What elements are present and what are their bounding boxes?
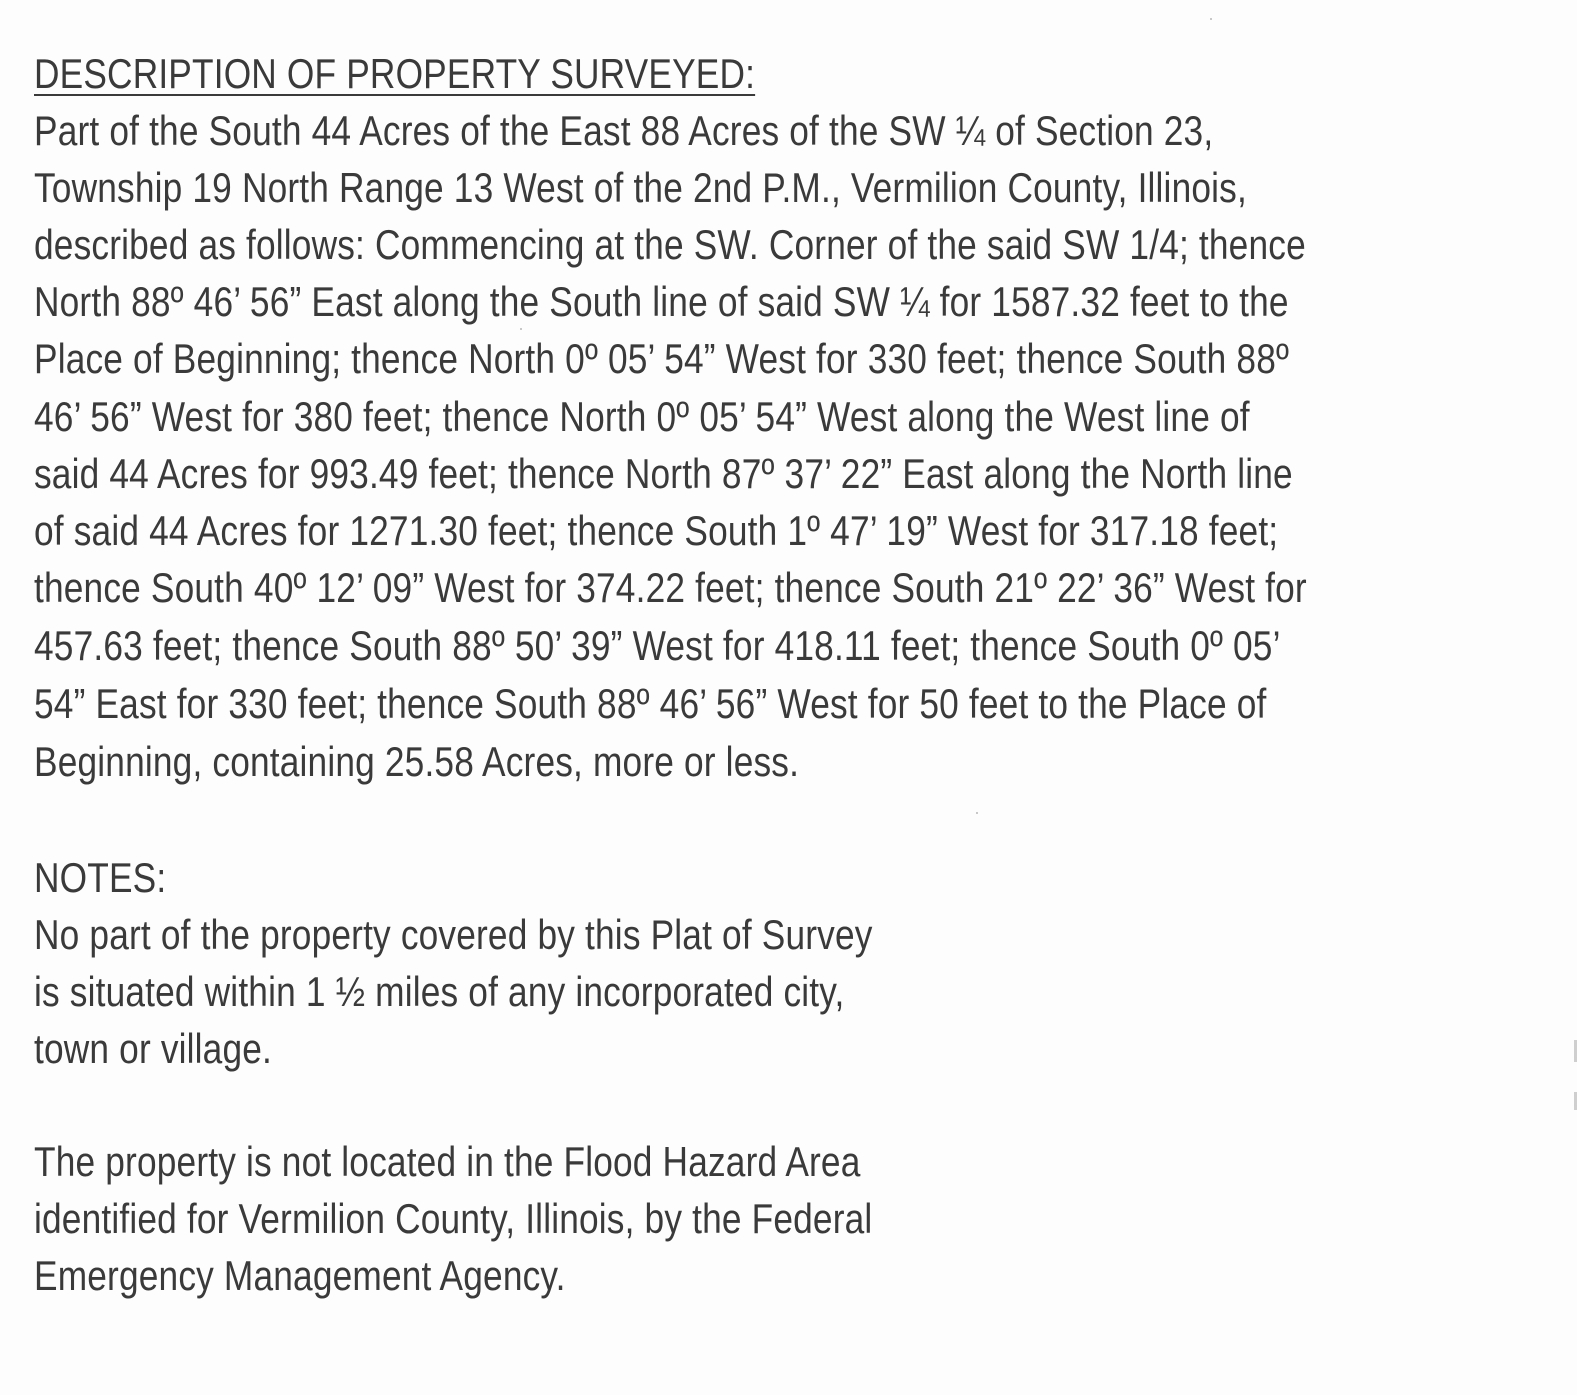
scan-speck (520, 328, 522, 330)
description-line: thence South 40º 12’ 09” West for 374.22 feet; thence South 21º 22’ 36” West for (34, 564, 1307, 611)
notes-line: Emergency Management Agency. (34, 1252, 566, 1299)
scan-speck (976, 812, 978, 814)
description-heading: DESCRIPTION OF PROPERTY SURVEYED: (34, 50, 756, 97)
notes-line: No part of the property covered by this Plat of Survey (34, 911, 873, 958)
description-line: of said 44 Acres for 1271.30 feet; thence South 1º 47’ 19” West for 317.18 feet; (34, 507, 1279, 554)
description-line: North 88º 46’ 56” East along the South line of said SW ¼ for 1587.32 feet to the (34, 278, 1289, 325)
description-line: 457.63 feet; thence South 88º 50’ 39” West for 418.11 feet; thence South 0º 05’ (34, 622, 1281, 669)
description-line: 54” East for 330 feet; thence South 88º 46’ 56” West for 50 feet to the Place of (34, 680, 1267, 727)
notes-line: is situated within 1 ½ miles of any incorporated city, (34, 968, 845, 1015)
description-line: Place of Beginning; thence North 0º 05’ 54” West for 330 feet; thence South 88º (34, 335, 1290, 382)
notes-line: The property is not located in the Flood Hazard Area (34, 1138, 861, 1185)
description-line: Township 19 North Range 13 West of the 2nd P.M., Vermilion County, Illinois, (34, 164, 1247, 211)
scan-speck (1210, 18, 1212, 20)
description-line: 46’ 56” West for 380 feet; thence North 0º 05’ 54” West along the West line of (34, 393, 1250, 440)
description-line: Part of the South 44 Acres of the East 88 Acres of the SW ¼ of Section 23, (34, 107, 1214, 154)
description-line: described as follows: Commencing at the SW. Corner of the said SW 1/4; thence (34, 221, 1306, 268)
notes-heading: NOTES: (34, 854, 167, 901)
notes-line: town or village. (34, 1025, 273, 1072)
description-line: Beginning, containing 25.58 Acres, more or less. (34, 738, 800, 785)
description-line: said 44 Acres for 993.49 feet; thence North 87º 37’ 22” East along the North line (34, 450, 1293, 497)
notes-line: identified for Vermilion County, Illinois, by the Federal (34, 1195, 873, 1242)
